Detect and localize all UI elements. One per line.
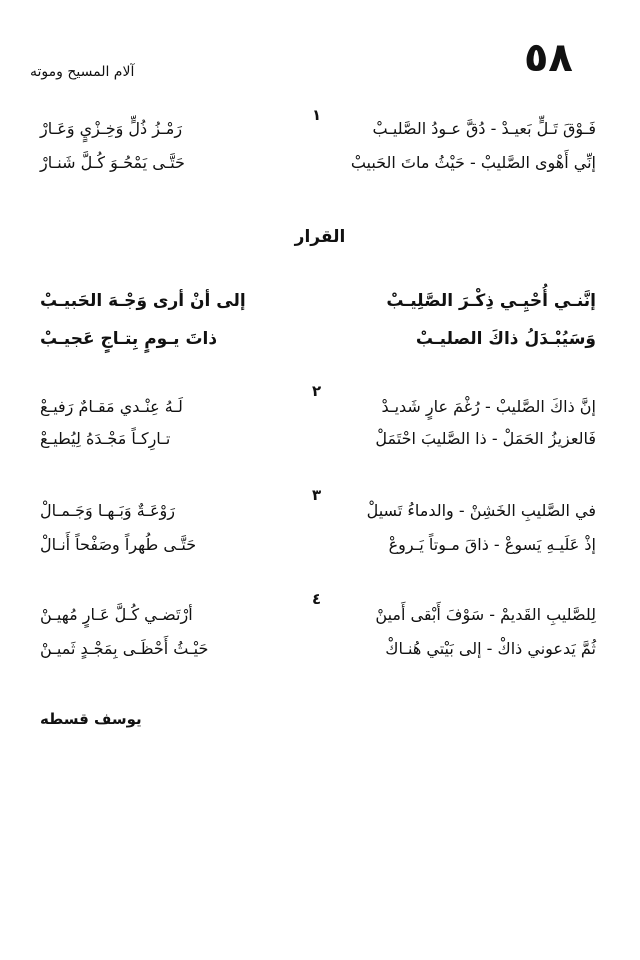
- verse-line-right: في الصَّليبِ الخَشِنْ - والدماءُ تَسيلْ: [366, 501, 596, 520]
- verse-line-left: تـارِكـاً مَجْـدَهُ لِيُطيـعْ: [40, 429, 171, 448]
- verse-line-left: رَوْعَـةٌ وَبَـهـا وَجَـمـالْ: [40, 501, 175, 520]
- refrain-line-right: إنَّنـي أُحْيِـي ذِكْـرَ الصَّلِيـبْ: [386, 291, 596, 311]
- verse-line-right: لِلصَّليبِ القَديمْ - سَوْفَ أَبْقى أَمينْ: [375, 605, 596, 624]
- stanza-number: ٤: [312, 590, 322, 608]
- verse-line-right: إذْ عَلَيـهِ يَسوعْ - ذاقَ مـوتاً يَـروعْ: [388, 535, 596, 554]
- stanza-number: ٢: [312, 382, 322, 400]
- verse-line-left: حَتَّـى يَمْحُـوَ كُـلَّ شَنـارْ: [40, 153, 185, 172]
- stanza-number: ١: [312, 106, 322, 124]
- verse-line-right: فَالعزيزُ الحَمَلْ - ذا الصَّليبَ احْتَمَلْ: [375, 429, 596, 448]
- verse-line-left: رَمْـزُ ذُلٍّ وَخِـزْيٍ وَعَـارْ: [40, 119, 183, 138]
- verse-line-right: فَـوْقَ تَـلٍّ بَعيـدْ - دُقَّ عـودُ الصَّليـبْ: [372, 119, 596, 138]
- verse-line-left: حَيْـثُ أَحْظَـى بِمَجْـدٍ ثَميـنْ: [40, 639, 209, 658]
- verse-line-left: حَتَّـى طُهراً وصَفْحاً أَنـالْ: [40, 535, 197, 554]
- refrain-line-left: إلى أنْ أرى وَجْـهَ الحَبيـبْ: [40, 291, 246, 311]
- refrain-title: القرار: [294, 227, 346, 247]
- verse-line-right: إنَّ ذاكَ الصَّليبْ - رُغْمَ عارٍ شَديـدْ: [381, 397, 596, 416]
- page-number: ٥٨: [524, 35, 573, 81]
- verse-line-right: ثُمَّ يَدعوني ذاكْ - إلى بَيْتي هُنـاكْ: [385, 639, 596, 658]
- running-header: آلام المسيح وموته: [30, 64, 135, 80]
- refrain-line-right: وَسَيُبْـدَلُ ذاكَ الصليـبْ: [415, 329, 596, 349]
- verse-line-right: إنِّي أَهْوى الصَّليبْ - حَيْثُ ماتَ الحَبيبْ: [350, 153, 596, 172]
- verse-line-left: لَـهُ عِنْـدي مَقـامٌ رَفيـعْ: [40, 397, 183, 416]
- author-name: يوسف قسطه: [40, 710, 142, 728]
- refrain-line-left: ذاتَ يـومٍ بِتـاجٍ عَجيـبْ: [40, 329, 218, 349]
- stanza-number: ٣: [312, 486, 322, 504]
- verse-line-left: أرْتَضـي كُـلَّ عَـارٍ مُهيـنْ: [40, 605, 193, 624]
